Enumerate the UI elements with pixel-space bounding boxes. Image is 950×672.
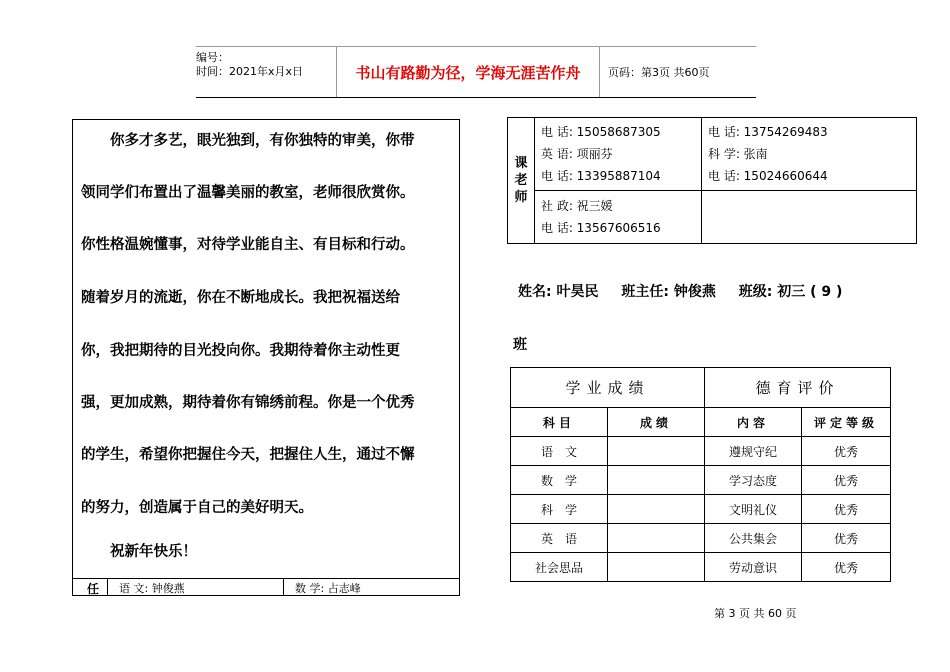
cell-line: 科 学: 张南 — [708, 147, 768, 161]
content-cell: 劳动意识 — [705, 553, 802, 582]
subject-cell: 社会思品 — [511, 553, 608, 582]
score-cell — [608, 437, 705, 466]
math-teacher: 数 学: 占志峰 — [295, 582, 361, 595]
score-cell — [608, 553, 705, 582]
comment-line: 的学生，希望你把握住今天，把握住人生，通过不懈 — [81, 446, 415, 463]
head-teacher: 班主任: 钟俊燕 — [621, 284, 716, 300]
greeting: 祝新年快乐！ — [81, 543, 197, 560]
page-header — [196, 46, 756, 98]
subject-cell: 数 学 — [511, 466, 608, 495]
grades-table — [510, 367, 891, 582]
cell-line: 电 话: 15024660644 — [708, 169, 828, 183]
cell-line: 社 政: 祝三媛 — [541, 199, 613, 213]
table-row — [511, 553, 891, 582]
comment-line: 你性格温婉懂事，对待学业能自主、有目标和行动。 — [81, 236, 415, 253]
comment-line: 你多才多艺，眼光独到，有你独特的审美，你带 — [81, 132, 415, 149]
comment-line: 你，我把期待的目光投向你。我期待着你主动性更 — [81, 342, 400, 359]
divider — [107, 579, 108, 596]
cell-line: 电 话: 13567606516 — [541, 221, 661, 235]
divider — [283, 579, 284, 596]
score-cell — [608, 524, 705, 553]
moral-title: 德育评价 — [705, 368, 891, 408]
subject-teacher-row — [73, 578, 459, 596]
cell-line: 英 语: 项丽芬 — [541, 147, 613, 161]
teachers-table — [507, 117, 917, 244]
grade-cell: 优秀 — [802, 495, 891, 524]
teacher-cell — [535, 191, 702, 244]
teacher-cell — [702, 118, 917, 191]
header-meta — [196, 51, 336, 79]
chinese-teacher: 语 文: 钟俊燕 — [119, 582, 185, 595]
subject-cell: 英 语 — [511, 524, 608, 553]
cell-line: 电 话: 15058687305 — [541, 125, 661, 139]
student-name: 姓名: 叶昊民 — [518, 284, 599, 300]
col-content: 内容 — [705, 408, 802, 437]
teachers-label — [508, 118, 535, 244]
score-cell — [608, 495, 705, 524]
teachers-label-text: 课老师 — [514, 156, 528, 205]
score-cell — [608, 466, 705, 495]
code-label: 编号： — [196, 51, 229, 64]
content-cell: 学习态度 — [705, 466, 802, 495]
comment-line: 领同学们布置出了温馨美丽的教室，老师很欣赏你。 — [81, 184, 415, 201]
table-row — [511, 437, 891, 466]
comment-line: 随着岁月的流逝，你在不断地成长。我把祝福送给 — [81, 289, 400, 306]
grade-cell: 优秀 — [802, 524, 891, 553]
content-cell: 遵规守纪 — [705, 437, 802, 466]
time-label: 时间：2021年x月x日 — [196, 65, 304, 78]
table-row — [511, 495, 891, 524]
cell-line: 电 话: 13754269483 — [708, 125, 828, 139]
col-score: 成绩 — [608, 408, 705, 437]
page-info: 页码：第3页 共60页 — [608, 66, 710, 79]
grade-cell: 优秀 — [802, 553, 891, 582]
student-info — [518, 281, 860, 301]
cell-line: 电 话: 13395887104 — [541, 169, 661, 183]
teacher-comment-panel — [72, 119, 460, 596]
teacher-cell-empty — [702, 191, 917, 244]
class-suffix: 班 — [513, 337, 527, 353]
col-grade: 评定等级 — [802, 408, 891, 437]
academic-title: 学业成绩 — [511, 368, 705, 408]
table-row — [511, 524, 891, 553]
subject-cell: 科 学 — [511, 495, 608, 524]
page-footer: 第 3 页 共 60 页 — [714, 607, 797, 620]
grade-cell: 优秀 — [802, 437, 891, 466]
class-label: 班级: 初三 ( 9 ) — [738, 284, 843, 300]
col-subject: 科目 — [511, 408, 608, 437]
comment-line: 的努力，创造属于自己的美好明天。 — [81, 499, 313, 516]
table-row — [511, 466, 891, 495]
grade-cell: 优秀 — [802, 466, 891, 495]
row-label: 任 — [87, 582, 100, 596]
teacher-cell — [535, 118, 702, 191]
motto: 书山有路勤为径，学海无涯苦作舟 — [336, 47, 600, 97]
subject-cell: 语 文 — [511, 437, 608, 466]
content-cell: 公共集会 — [705, 524, 802, 553]
comment-line: 强，更加成熟，期待着你有锦绣前程。你是一个优秀 — [81, 394, 415, 411]
content-cell: 文明礼仪 — [705, 495, 802, 524]
